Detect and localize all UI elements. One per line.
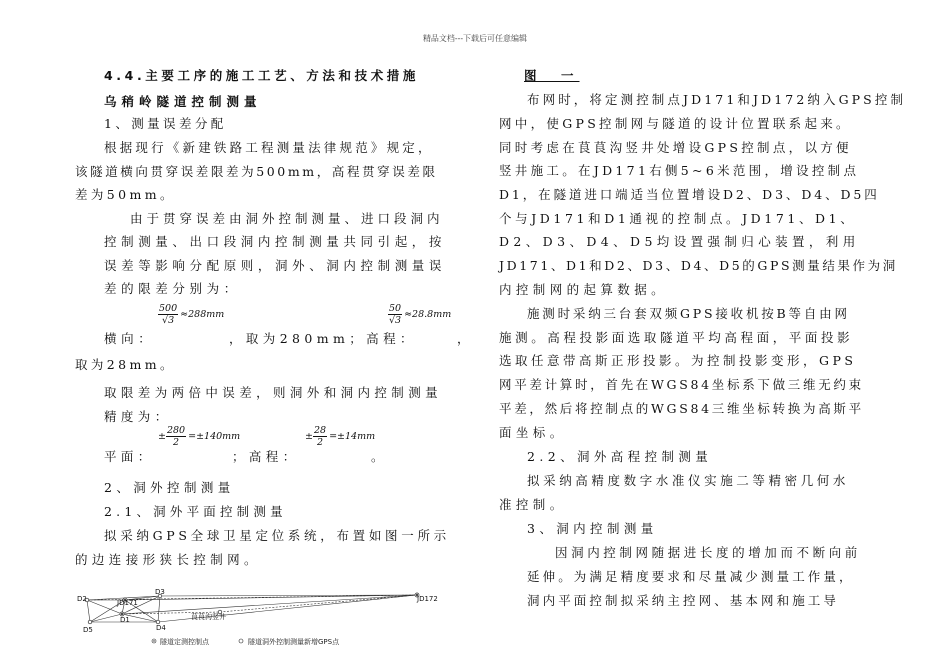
- gps-network-figure: [70, 586, 450, 650]
- paragraph-line: ，取为280mm；高程：: [229, 331, 417, 346]
- plus-minus: ±: [305, 431, 313, 442]
- paragraph-line: 竖井施工。在JD171右侧5~6米范围，增设控制点: [499, 163, 860, 178]
- figure-legend: [152, 637, 340, 646]
- paragraph-line: 差为50mm。: [75, 187, 176, 202]
- page-header: 精品文档---下载后可任意编辑: [422, 34, 528, 43]
- paragraph-line: 布网时，将定测控制点JD171和JD172纳入GPS控制: [527, 92, 907, 107]
- paragraph-line: 根据现行《新建铁路工程测量法律规范》规定，: [104, 140, 434, 155]
- fraction-denominator: 2: [173, 437, 180, 448]
- fraction-result: =±14mm: [329, 431, 376, 442]
- section-title: 4.4.主要工序的施工工艺、方法和技术措施: [104, 68, 419, 83]
- label-lateral: 横向：: [104, 331, 156, 346]
- paragraph-line: 选取任意带高斯正形投影。为控制投影变形，GPS: [499, 353, 857, 368]
- legend-survey-point: 隧道定测控制点: [160, 638, 209, 646]
- paragraph-line: 洞内平面控制拟采纳主控网、基本网和施工导: [527, 593, 840, 608]
- paragraph-line: 平差，然后将控制点的WGS84三维坐标转换为高斯平: [499, 401, 864, 416]
- paragraph-line: 准控制。: [499, 497, 567, 512]
- paragraph-line: 内控制网的起算数据。: [499, 282, 669, 297]
- label-d4: D4: [156, 624, 166, 632]
- heading-outdoor-control: 2、洞外控制测量: [104, 480, 235, 495]
- paragraph-line: 由于贯穿误差由洞外控制测量、进口段洞内: [130, 211, 444, 226]
- fraction-numerator: 50: [389, 303, 402, 314]
- point-d5: [88, 620, 92, 624]
- paragraph-line: 的边连接形狭长控制网。: [75, 552, 261, 567]
- paragraph-line: 控制测量、出口段洞内控制测量共同引起，按: [104, 234, 447, 249]
- paragraph-line: 网中，使GPS控制网与隧道的设计位置联系起来。: [499, 116, 852, 131]
- label-d3: D3: [155, 588, 165, 596]
- paragraph-line: D1，在隧道进口端适当位置增设D2、D3、D4、D5四: [499, 187, 880, 202]
- paragraph-line: JD171、D1和D2、D3、D4、D5的GPS测量结果作为洞: [499, 258, 898, 273]
- formula-elevation-precision: [305, 425, 375, 448]
- label-d2: D2: [77, 595, 87, 603]
- heading-tunnel-control: 3、洞内控制测量: [527, 521, 658, 536]
- fraction-result: =±140mm: [188, 431, 241, 442]
- fraction-result: ≈288mm: [180, 309, 225, 320]
- network-diagram: [70, 586, 450, 650]
- formula-plane-precision: [158, 425, 240, 448]
- figure-caption: 图 一: [524, 68, 580, 83]
- paragraph-line: 网平差计算时，首先在WGS84坐标系下做三维无约束: [499, 377, 864, 392]
- paragraph-line: 取为28mm。: [75, 357, 176, 372]
- paragraph-line: 个与JD171和D1通视的控制点。JD171、D1、: [499, 211, 857, 226]
- fraction-result: ≈28.8mm: [404, 309, 452, 320]
- plus-minus: ±: [158, 431, 166, 442]
- paragraph-line: 差的限差分别为：: [104, 281, 241, 296]
- paragraph-line: 延伸。为满足精度要求和尽量减少测量工作量，: [527, 569, 855, 584]
- label-plane: 平面：: [104, 449, 155, 464]
- formula-lateral: [158, 303, 224, 326]
- heading-error-allocation: 1、测量误差分配: [104, 116, 227, 131]
- heading-outdoor-elevation: 2.2、洞外高程控制测量: [527, 449, 713, 464]
- paragraph-line: 拟采纳GPS全球卫星定位系统，布置如图一所示: [104, 528, 450, 543]
- punctuation: 。: [371, 449, 387, 464]
- paragraph-line: 拟采纳高精度数字水准仪实施二等精密几何水: [527, 473, 850, 488]
- label-d1: D1: [120, 616, 130, 624]
- paragraph-line: 误差等影响分配原则，洞外、洞内控制测量误: [104, 258, 447, 273]
- paragraph-line: 精度为：: [104, 409, 172, 424]
- label-d5: D5: [83, 626, 93, 634]
- heading-outdoor-plane: 2.1、洞外平面控制测量: [104, 504, 287, 519]
- label-jd172: JD172: [417, 595, 438, 603]
- label-elevation: ；高程：: [232, 449, 300, 464]
- paragraph-line: D2、D3、D4、D5均设置强制归心装置，利用: [499, 234, 860, 249]
- paragraph-line: 取限差为两倍中误差，则洞外和洞内控制测量: [104, 385, 443, 400]
- fraction-numerator: 28: [313, 425, 327, 436]
- paragraph-line: 施测。高程投影面选取隧道平均高程面，平面投影: [499, 330, 854, 345]
- punctuation: ，: [457, 331, 473, 346]
- paragraph-line: 同时考虑在茛茛沟竖井处增设GPS控制点，以方便: [499, 140, 852, 155]
- fraction-denominator: 2: [316, 437, 324, 448]
- formula-elevation: [388, 303, 451, 326]
- subsection-title: 乌稍岭隧道控制测量: [104, 94, 262, 109]
- label-jd171: JD171: [117, 599, 138, 607]
- fraction-denominator: √3: [162, 315, 175, 326]
- paragraph-line: 因洞内控制网随据进长度的增加而不断向前: [555, 545, 861, 560]
- paragraph-line: 面坐标。: [499, 425, 567, 440]
- paragraph-line: 该隧道横向贯穿误差限差为500mm，高程贯穿误差限: [75, 164, 438, 179]
- fraction-numerator: 500: [159, 303, 178, 314]
- legend-new-gps-icon: [239, 639, 243, 643]
- paragraph-line: 施测时采纳三台套双频GPS接收机按B等自由网: [527, 306, 850, 321]
- fraction-denominator: √3: [388, 315, 402, 326]
- legend-new-gps-point: 隧道洞外控制测量新增GPS点: [248, 638, 340, 646]
- fraction-numerator: 280: [166, 425, 186, 436]
- label-shaft: 茛茛沟竖井: [191, 613, 226, 621]
